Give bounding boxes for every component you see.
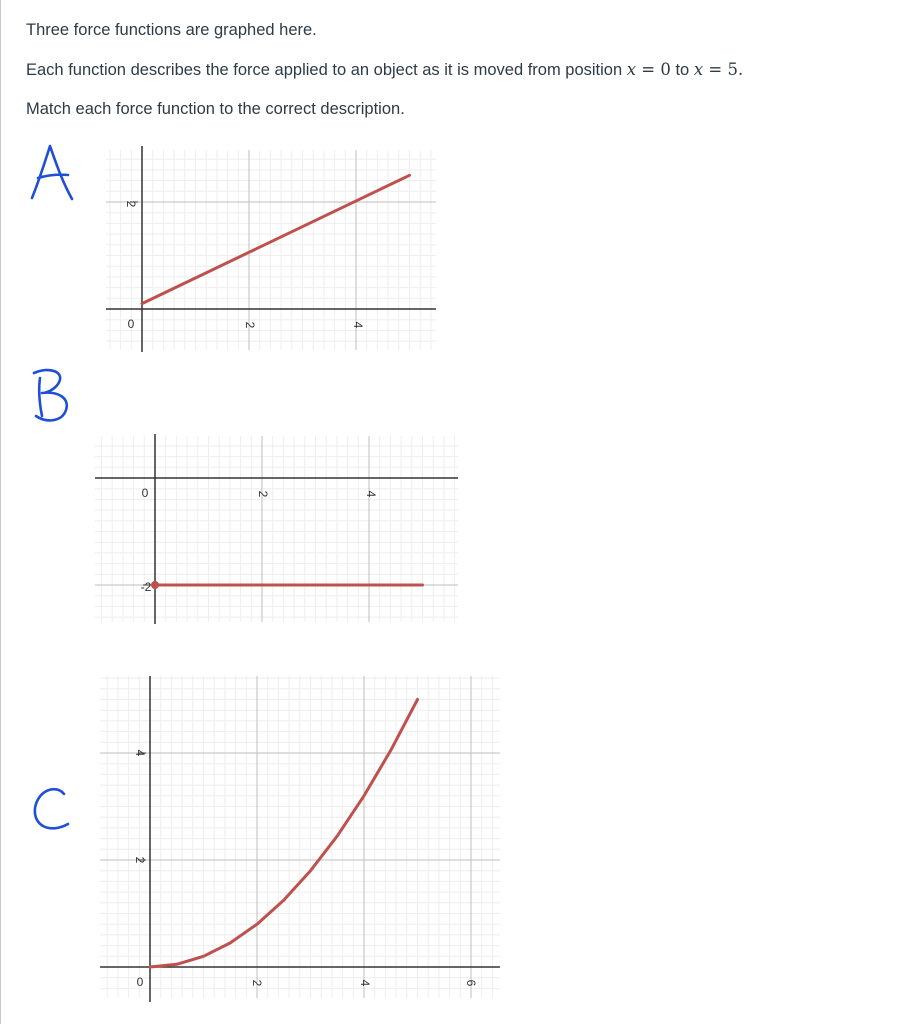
start-position-math <box>627 60 671 79</box>
graph-a-marks <box>142 175 410 303</box>
math-period: . <box>737 60 744 79</box>
x-tick-label: 4 <box>363 490 378 498</box>
handwritten-label-b <box>28 366 76 426</box>
y-tick-label: 2 <box>132 856 147 864</box>
force-curve-c <box>150 700 418 968</box>
graph-a <box>90 145 445 355</box>
handwritten-b-glyph <box>28 366 76 426</box>
y-tick-label: 4 <box>132 749 147 757</box>
x-tick-label: 2 <box>249 979 264 987</box>
x-tick-label: 0 <box>136 975 144 990</box>
question-instruction: Match each force function to the correct description. <box>26 100 405 118</box>
force-curve-a <box>142 175 410 303</box>
handwritten-c-glyph <box>30 786 74 838</box>
end-position-math <box>694 60 743 79</box>
start-point <box>151 581 159 589</box>
y-tick-label: 2 <box>123 200 138 208</box>
x-tick-label: 4 <box>357 979 372 987</box>
handwritten-label-c <box>30 786 74 838</box>
graph-a-grid <box>106 150 436 350</box>
math-eq-2: = <box>703 60 728 79</box>
question-intro: Three force functions are graphed here. <box>26 21 317 39</box>
question-context <box>26 60 743 80</box>
math-eq: = <box>636 60 661 79</box>
graph-c <box>95 672 505 1012</box>
graph-c-marks <box>150 700 418 968</box>
x-tick-label: 4 <box>350 321 365 329</box>
content-left-border <box>0 0 1 1024</box>
context-to: to <box>670 61 694 79</box>
y-tick-label: -2 <box>140 580 152 595</box>
math-var-x: x <box>626 60 637 79</box>
graph-c-grid <box>100 676 500 998</box>
graph-b <box>90 432 465 632</box>
x-tick-label: 0 <box>127 317 135 332</box>
x-tick-label: 0 <box>141 486 149 501</box>
handwritten-a-glyph <box>28 143 76 203</box>
handwritten-label-a <box>28 143 76 203</box>
x-tick-label: 2 <box>242 321 257 329</box>
math-var-x-2: x <box>693 60 704 79</box>
graph-a-axes <box>106 146 436 352</box>
x-tick-label: 6 <box>463 979 478 987</box>
x-tick-label: 2 <box>255 490 270 498</box>
math-start: 0 <box>660 60 671 79</box>
graph-b-marks <box>151 581 423 589</box>
math-end: 5 <box>727 60 738 79</box>
context-text: Each function describes the force applied to an object as it is moved from position <box>26 61 627 79</box>
